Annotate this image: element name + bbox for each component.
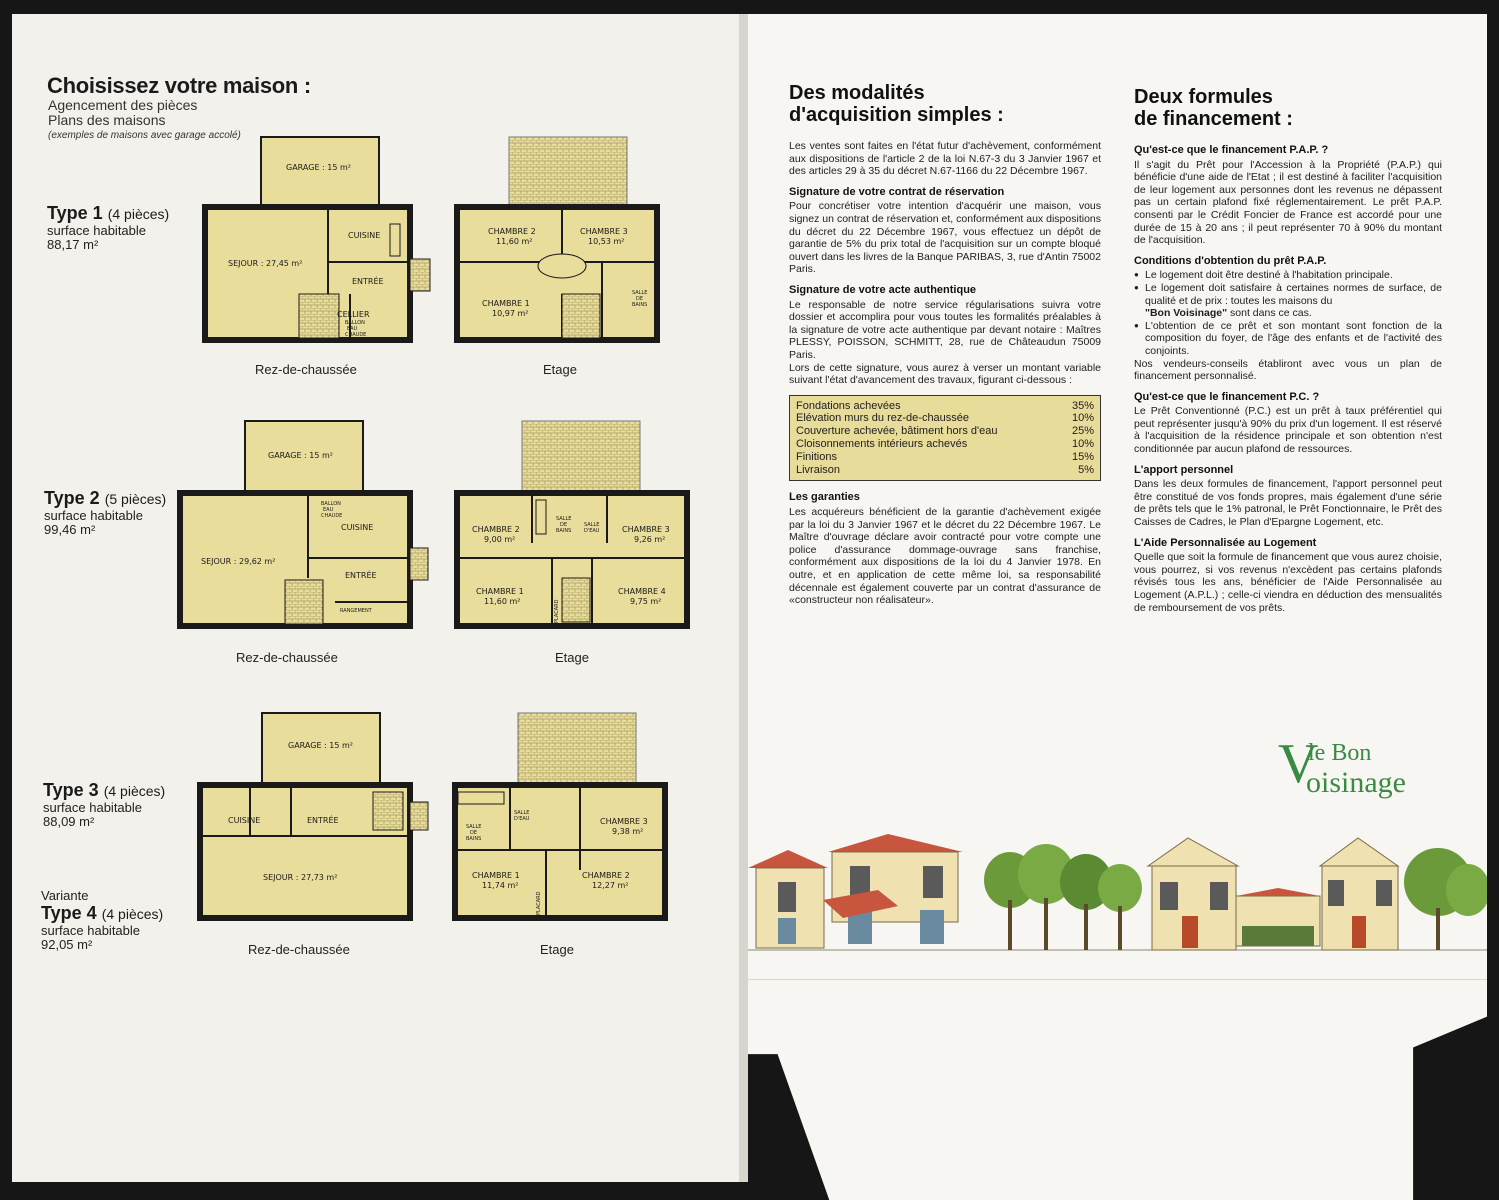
schedule-row bbox=[796, 464, 1094, 477]
p3e-placard: PLACARD bbox=[536, 891, 542, 915]
p2e-ch3a: 9,26 m² bbox=[634, 535, 666, 544]
p1g-cellier: CELLIER bbox=[337, 310, 370, 319]
fin-p-apl: Quelle que soit la formule de financement que vous aurez choisie, vous pourrez, si vos revenus n'excèdent pas certains plafonds révisés tous les ans, bénéficier de l'Aide Personnalisée au Logement (A.P.L.) ; celle-ci viendra en déduction des mensualités de remboursement de vos prêts. bbox=[1134, 551, 1442, 614]
houses-illustration bbox=[748, 830, 1487, 960]
p3g-entree: ENTRÉE bbox=[307, 816, 339, 825]
condition-item bbox=[1134, 282, 1442, 320]
logo-v: V bbox=[1278, 733, 1319, 795]
p3g-cuisine: CUISINE bbox=[228, 816, 261, 825]
p2g-entree: ENTRÉE bbox=[345, 571, 377, 580]
p1g-sejour: SEJOUR : 27,45 m² bbox=[228, 259, 303, 268]
p2g-ballon3: CHAUDE bbox=[321, 513, 343, 519]
p1e-ch3a: 10,53 m² bbox=[588, 237, 625, 246]
subtitle-note: (exemples de maisons avec garage accolé) bbox=[48, 130, 241, 141]
p1e-ch2: CHAMBRE 2 bbox=[488, 227, 536, 236]
fin-title-1: Deux formules bbox=[1134, 86, 1273, 108]
page-spine bbox=[739, 14, 748, 1182]
acquisition-column bbox=[789, 82, 1101, 607]
p3e-ch2a: 12,27 m² bbox=[592, 881, 629, 890]
type-4-rooms: (4 pièces) bbox=[101, 906, 164, 922]
p2e-ch2: CHAMBRE 2 bbox=[472, 525, 520, 534]
subtitle-plans: Plans des maisons bbox=[48, 112, 166, 128]
p2e-sde2: D'EAU bbox=[584, 528, 600, 534]
p1e-sdb1: SALLE bbox=[632, 290, 648, 296]
p1g-ballon2: EAU bbox=[347, 326, 358, 332]
bon-voisinage-logo bbox=[1278, 733, 1458, 808]
acq-p-garanties: Les acquéreurs bénéficient de la garantie d'achèvement exigée par la loi du 3 Janvier 1967 et le décret du 22 Décembre 1967. Le Maître d'ouvrage déclare avoir contracté pour votre compte une police d'assurance dommage-ouvrage sans franchise, conformément aux dispositions de la loi du 4 Janvier 1978. En outre, et en application de cette même loi, sa responsabilité décennale est également couverte par un contrat d'assurance de «constructeur non réalisateur». bbox=[789, 506, 1101, 607]
p2e-ch4: CHAMBRE 4 bbox=[618, 587, 666, 596]
acq-title-2: d'acquisition simples : bbox=[789, 104, 1004, 126]
type-3-block bbox=[43, 780, 165, 829]
acq-title-1: Des modalités bbox=[789, 82, 925, 104]
type-3-name: Type 3 bbox=[43, 780, 99, 800]
type-4-label: surface habitable bbox=[41, 923, 141, 938]
p1e-ch1a: 10,97 m² bbox=[492, 309, 529, 318]
p2e-ch2a: 9,00 m² bbox=[484, 535, 516, 544]
schedule-step: Finitions bbox=[796, 450, 837, 463]
bon-voisinage-name: "Bon Voisinage" bbox=[1145, 307, 1228, 320]
type-4-name: Type 4 bbox=[41, 903, 97, 923]
payment-schedule-box bbox=[789, 395, 1101, 482]
p2g-sejour: SEJOUR : 29,62 m² bbox=[201, 557, 276, 566]
caption-type1-ground: Rez-de-chaussée bbox=[255, 362, 357, 377]
p2e-ch1a: 11,60 m² bbox=[484, 597, 521, 606]
type-1-block bbox=[47, 203, 169, 252]
schedule-step: Fondations achevées bbox=[796, 399, 901, 412]
financement-column bbox=[1134, 86, 1442, 614]
fin-h-apport: L'apport personnel bbox=[1134, 463, 1234, 476]
type-2-area: 99,46 m² bbox=[44, 522, 96, 537]
p1g-entree: ENTRÉE bbox=[352, 277, 384, 286]
type-2-name: Type 2 bbox=[44, 488, 100, 508]
plan-type1-ground bbox=[200, 134, 440, 349]
p2e-sdb1: SALLE bbox=[556, 516, 572, 522]
plan-type2-floor bbox=[452, 418, 697, 638]
p2e-sdb2: DE bbox=[560, 522, 568, 528]
logo-line2: oisinage bbox=[1306, 766, 1406, 799]
p3e-ch3a: 9,38 m² bbox=[612, 827, 644, 836]
acq-h-reservation: Signature de votre contrat de réservation bbox=[789, 185, 1005, 198]
p1e-sdb3: BAINS bbox=[632, 302, 648, 308]
schedule-row bbox=[796, 425, 1094, 438]
p3e-sde1: SALLE bbox=[514, 810, 530, 816]
plan-type3-floor bbox=[450, 710, 680, 930]
caption-type2-floor: Etage bbox=[555, 650, 589, 665]
condition-item: ● Le logement doit être destiné à l'habitation principale. bbox=[1134, 269, 1442, 282]
schedule-pct: 10% bbox=[1071, 438, 1094, 451]
p2e-sdb3: BAINS bbox=[556, 528, 572, 534]
type-1-area: 88,17 m² bbox=[47, 237, 99, 252]
schedule-row bbox=[796, 412, 1094, 425]
p1e-ch1: CHAMBRE 1 bbox=[482, 299, 530, 308]
acq-p-acte1: Le responsable de notre service régularisations suivra votre dossier et accomplira pour vous toutes les formalités préalables à la signature de votre acte authentique par devant notaire : Maîtres PLESSY, POISSON, SCHMITT, 28, rue de Châteaudun 75009 Paris. bbox=[789, 298, 1101, 361]
p3e-ch1: CHAMBRE 1 bbox=[472, 871, 520, 880]
type-4-variant: Variante bbox=[41, 888, 89, 903]
type-4-area: 92,05 m² bbox=[41, 937, 93, 952]
caption-type2-ground: Rez-de-chaussée bbox=[236, 650, 338, 665]
page-title: Choisissez votre maison : bbox=[47, 73, 311, 98]
plan-type1-floor bbox=[452, 134, 672, 349]
type-3-rooms: (4 pièces) bbox=[103, 783, 166, 799]
caption-type3-ground: Rez-de-chaussée bbox=[248, 942, 350, 957]
condition-item: ● L'obtention de ce prêt et son montant sont fonction de la composition du foyer, de l'âge des enfants et de l'activité des conjoints. bbox=[1134, 320, 1442, 358]
schedule-step: Livraison bbox=[796, 463, 841, 476]
condition-text: sont dans ce cas. bbox=[1230, 307, 1312, 320]
fin-h-pap: Qu'est-ce que le financement P.A.P. ? bbox=[1134, 144, 1329, 156]
schedule-pct: 10% bbox=[1071, 412, 1094, 425]
schedule-pct: 35% bbox=[1071, 399, 1094, 412]
p2g-cuisine: CUISINE bbox=[341, 523, 374, 532]
acq-p-acte2: Lors de cette signature, vous aurez à verser un montant variable suivant l'état d'avancement des travaux, figurant ci-dessous : bbox=[789, 361, 1101, 387]
type-1-label: surface habitable bbox=[47, 223, 147, 238]
p3e-sde2: D'EAU bbox=[514, 816, 530, 822]
type-2-label: surface habitable bbox=[44, 508, 144, 523]
plan-type3-ground bbox=[195, 710, 435, 930]
fin-cond-note: Nos vendeurs-conseils établiront avec vous un plan de financement personnalisé. bbox=[1134, 357, 1442, 383]
p1g-garage: GARAGE : 15 m² bbox=[286, 163, 351, 172]
schedule-step: Couverture achevée, bâtiment hors d'eau bbox=[796, 425, 998, 438]
p2e-ch4a: 9,75 m² bbox=[630, 597, 662, 606]
schedule-step: Cloisonnements intérieurs achevés bbox=[796, 438, 968, 451]
caption-type1-floor: Etage bbox=[543, 362, 577, 377]
p2e-sde1: SALLE bbox=[584, 522, 600, 528]
plan-type2-ground bbox=[175, 418, 440, 638]
type-4-block bbox=[41, 889, 163, 952]
acq-h-acte: Signature de votre acte authentique bbox=[789, 283, 977, 296]
type-2-rooms: (5 pièces) bbox=[104, 491, 167, 507]
type-3-label: surface habitable bbox=[43, 800, 143, 815]
p1g-cuisine: CUISINE bbox=[348, 231, 381, 240]
type-2-block bbox=[44, 488, 166, 537]
p3e-ch2: CHAMBRE 2 bbox=[582, 871, 630, 880]
type-1-name: Type 1 bbox=[47, 203, 103, 223]
p1g-ballon3: CHAUDE bbox=[345, 332, 367, 338]
schedule-row bbox=[796, 438, 1094, 451]
p1e-ch2a: 11,60 m² bbox=[496, 237, 533, 246]
p2g-ballon1: BALLON bbox=[321, 501, 341, 507]
fin-p-pap: Il s'agit du Prêt pour l'Accession à la Propriété (P.A.P.) qui bénéficie d'une aide de l'Etat ; il est destiné à faciliter l'acquisition de leur logement aux personnes dont les revenus ne dépassent pas un certain plafond fixé réglementairement. Le prêt P.A.P. consenti par le Crédit Foncier de France est accordé pour une durée de 15 à 20 ans ; il peut représenter 70 à 90% du montant de l'acquisition. bbox=[1134, 158, 1442, 247]
p3e-sdb1: SALLE bbox=[466, 824, 482, 830]
subtitle-agencement: Agencement des pièces bbox=[48, 97, 198, 113]
p1e-ch3: CHAMBRE 3 bbox=[580, 227, 628, 236]
type-3-area: 88,09 m² bbox=[43, 814, 95, 829]
p3e-sdb3: BAINS bbox=[466, 836, 482, 842]
schedule-row bbox=[796, 451, 1094, 464]
p2g-ballon2: EAU bbox=[323, 507, 334, 513]
p3e-ch1a: 11,74 m² bbox=[482, 881, 519, 890]
fin-h-apl: L'Aide Personnalisée au Logement bbox=[1134, 536, 1317, 549]
schedule-pct: 15% bbox=[1071, 450, 1094, 463]
p3g-garage: GARAGE : 15 m² bbox=[288, 741, 353, 750]
p2g-rangement: RANGEMENT bbox=[340, 608, 372, 614]
schedule-pct: 25% bbox=[1071, 425, 1094, 438]
type-1-rooms: (4 pièces) bbox=[107, 206, 170, 222]
logo-line1: le Bon bbox=[1308, 740, 1372, 766]
p3g-sejour: SEJOUR : 27,73 m² bbox=[263, 873, 338, 882]
acq-p-reservation: Pour concrétiser votre intention d'acquérir une maison, vous signez un contrat de réservation et, conformément aux dispositions du décret du 22 Décembre 1967, vous effectuez un dépôt de garantie de 5% du prix total de l'acquisition sur un compte bloqué ouvert dans les livres de la Banque PARIBAS, 3, rue d'Antin 75002 Paris. bbox=[789, 200, 1101, 276]
p3e-sdb2: DE bbox=[470, 830, 478, 836]
acq-intro: Les ventes sont faites en l'état futur d'achèvement, conformément aux dispositions de l'article 2 de la loi N.67-3 du 3 Janvier 1967 et des articles 29 à 35 du décret N.67-1166 du 22 Décembre 1967. bbox=[789, 140, 1101, 178]
fin-h-cond: Conditions d'obtention du prêt P.A.P. bbox=[1134, 254, 1327, 267]
fin-h-pc: Qu'est-ce que le financement P.C. ? bbox=[1134, 390, 1320, 403]
schedule-step: Elévation murs du rez-de-chaussée bbox=[796, 412, 970, 425]
condition-text: Le logement doit satisfaire à certaines normes de surface, de qualité et de prix : toutes les maisons du bbox=[1145, 281, 1442, 307]
fin-p-apport: Dans les deux formules de financement, l'apport personnel peut être constitué de vos fonds propres, mais également d'une série de prêts tels que le 1% patronal, le Prêt Fonctionnaire, le Prêt des Caisses de Cadres, le Plan d'Epargne Logement, etc. bbox=[1134, 478, 1442, 529]
flap-crease bbox=[748, 979, 1487, 980]
schedule-pct: 5% bbox=[1078, 463, 1094, 476]
folder-flap bbox=[748, 979, 1487, 1200]
p1e-sdb2: DE bbox=[636, 296, 644, 302]
p2e-placard: PLACARD bbox=[554, 599, 560, 623]
conditions-list bbox=[1134, 269, 1442, 357]
p3e-ch3: CHAMBRE 3 bbox=[600, 817, 648, 826]
schedule-row bbox=[796, 400, 1094, 413]
caption-type3-floor: Etage bbox=[540, 942, 574, 957]
fin-title-2: de financement : bbox=[1134, 108, 1293, 130]
p1g-ballon1: BALLON bbox=[345, 320, 365, 326]
p2e-ch3: CHAMBRE 3 bbox=[622, 525, 670, 534]
p2g-garage: GARAGE : 15 m² bbox=[268, 451, 333, 460]
fin-p-pc: Le Prêt Conventionné (P.C.) est un prêt à taux préférentiel qui peut représenter jusqu'à 90% du prix d'un logement. Il est réservé à l'acquisition de la résidence principale et son obtention n'est conditionnée par aucun plafond de ressources. bbox=[1134, 405, 1442, 456]
p2e-ch1: CHAMBRE 1 bbox=[476, 587, 524, 596]
acq-h-garanties: Les garanties bbox=[789, 491, 860, 504]
